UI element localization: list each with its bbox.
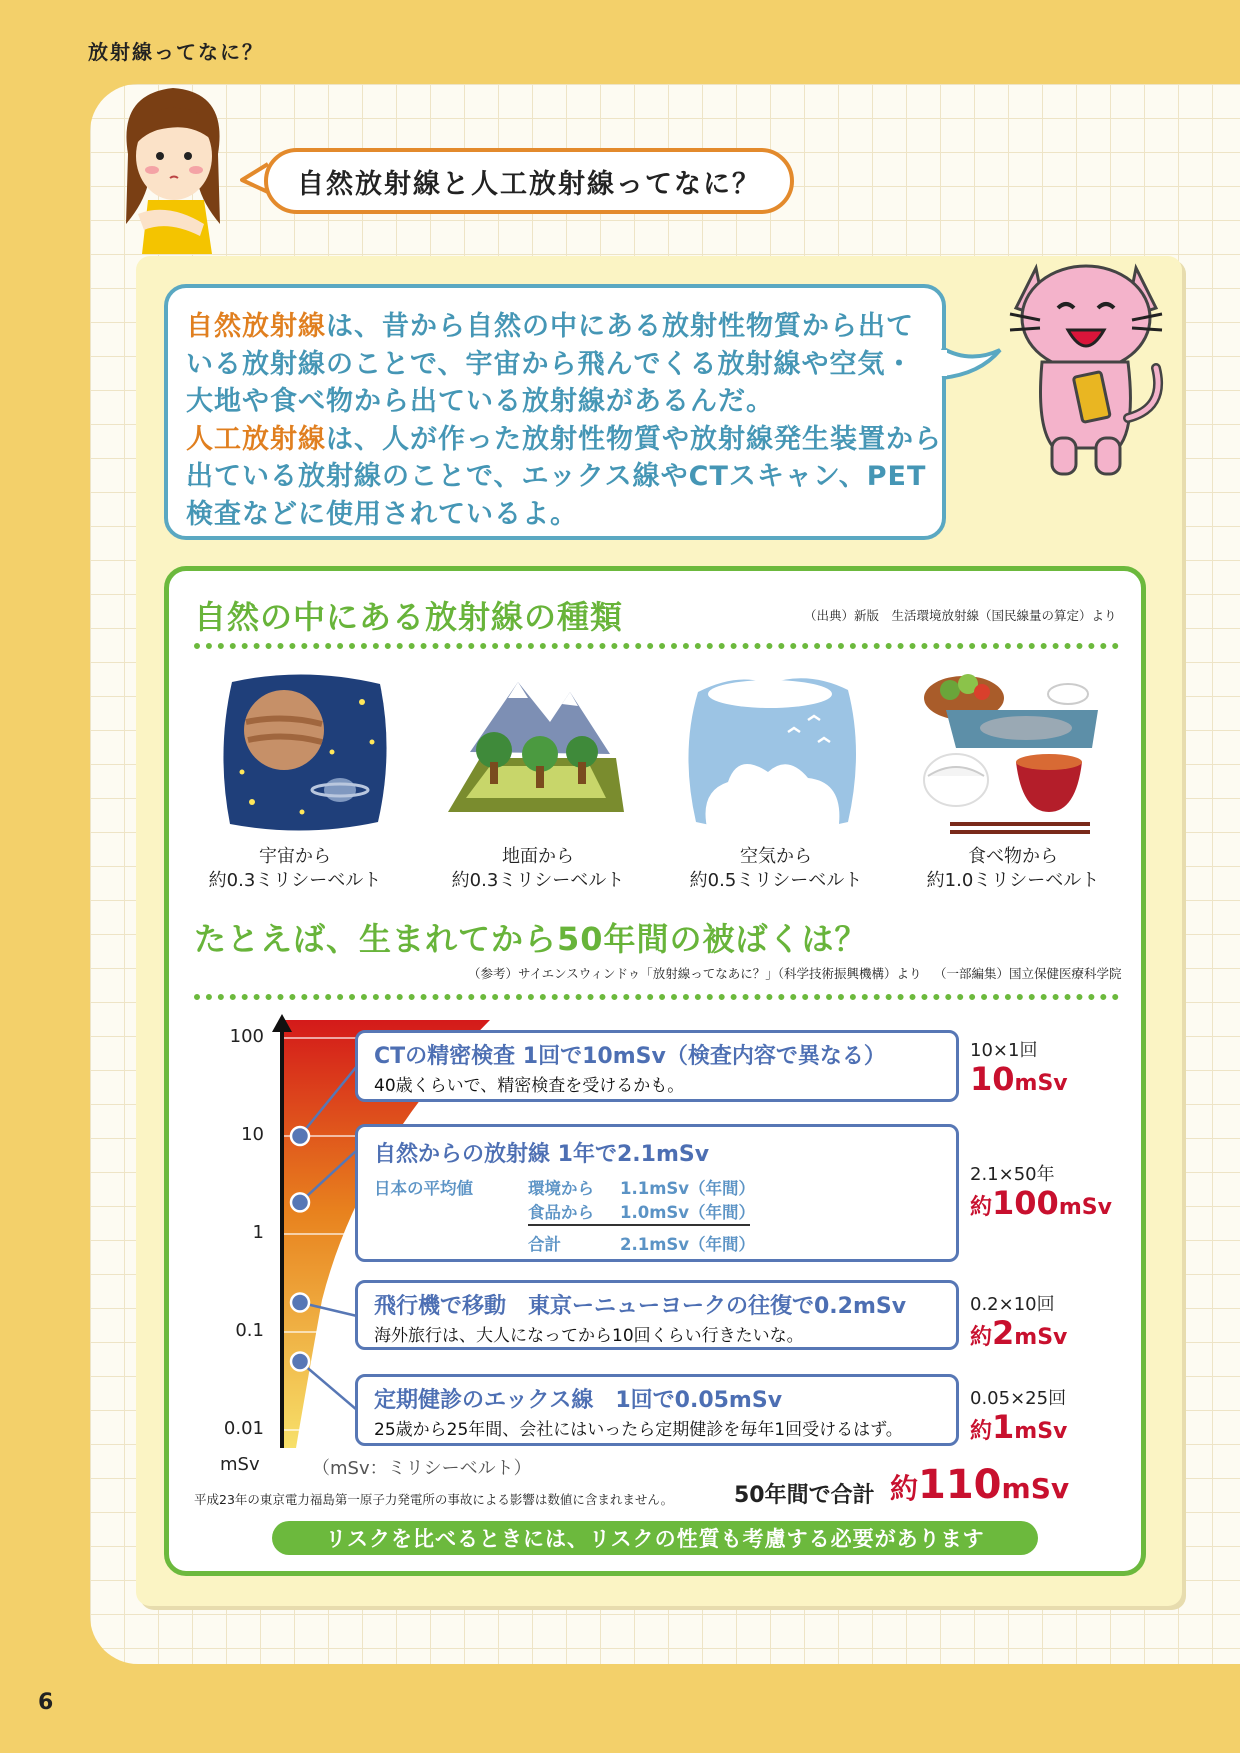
ct-exam-box	[355, 1030, 959, 1102]
natural-radiation-box	[355, 1124, 959, 1262]
exposure-reference-1: （参考）サイエンスウィンドゥ「放射線ってなあに？」（科学技術振興機構）より	[468, 966, 922, 981]
axis-tick-label: 0.01	[223, 1418, 264, 1439]
artificial-text-3: 検査などに使用されているよ。	[186, 498, 578, 530]
ct-exam-note: 40歳くらいで、精密検査を受けるかも。	[374, 1076, 685, 1096]
total-dose-unit: mSv	[1001, 1472, 1070, 1505]
ct-exam-head: CTの精密検査 1回で10mSv（検査内容で異なる）	[374, 1044, 886, 1069]
axis-tick-label: 10	[241, 1124, 264, 1145]
ground-caption-line1: 地面から	[502, 846, 574, 867]
xray-dose-unit: mSv	[1014, 1419, 1068, 1444]
xray-checkup-head: 定期健診のエックス線 1回で0.05mSv	[374, 1388, 783, 1413]
space-caption-line2: 約0.3ミリシーベルト	[208, 870, 382, 891]
ct-dose-unit: mSv	[1014, 1071, 1068, 1096]
natural-dose	[970, 1184, 1112, 1222]
natural-text-3: 大地や食べ物から出ている放射線があるんだ。	[186, 386, 774, 417]
average-label: 日本の平均値	[374, 1179, 473, 1198]
air-caption-line2: 約0.5ミリシーベルト	[689, 870, 863, 891]
space-caption-line1: 宇宙から	[259, 846, 331, 867]
dose-marker	[291, 1293, 309, 1311]
exposure-reference-2: （一部編集）国立保健医療科学院	[934, 966, 1122, 981]
average-total-label: 合計	[528, 1235, 561, 1254]
average-row-environment-label: 環境から	[528, 1179, 594, 1198]
xray-calc: 0.05×25回	[970, 1388, 1067, 1409]
artificial-keyword: 人工放射線	[186, 423, 326, 455]
air-caption-line1: 空気から	[740, 846, 812, 867]
flight-dose-value: 2	[992, 1314, 1015, 1352]
food-caption-line1: 食べ物から	[968, 846, 1058, 867]
natural-text-2: いる放射線のことで、宇宙から飛んでくる放射線や空気・	[186, 348, 914, 380]
risk-banner: リスクを比べるときには、リスクの性質も考慮する必要があります	[272, 1521, 1038, 1555]
axis-tick-label: 1	[252, 1222, 264, 1243]
food-caption-line2: 約1.0ミリシーベルト	[926, 870, 1100, 891]
average-sum-line	[528, 1224, 750, 1226]
axis-tick-label: 0.1	[235, 1320, 264, 1341]
average-total-value: 2.1mSv（年間）	[620, 1235, 756, 1254]
ct-dose	[970, 1060, 1068, 1098]
total-dose-prefix: 約	[890, 1472, 919, 1505]
flight-box	[355, 1280, 959, 1350]
page-number: 6	[38, 1690, 54, 1715]
natural-text-1: は、昔から自然の中にある放射性物質から出て	[326, 311, 914, 342]
natural-keyword: 自然放射線	[186, 311, 326, 342]
footnote: 平成23年の東京電力福島第一原子力発電所の事故による影響は数値に含まれません。	[194, 1492, 674, 1507]
total-label: 50年間で合計	[734, 1483, 875, 1508]
types-title: 自然の中にある放射線の種類	[194, 598, 624, 636]
exposure-title: たとえば、生まれてから50年間の被ばくは？	[194, 920, 868, 958]
dose-marker	[291, 1127, 309, 1145]
xray-dose-value: 1	[992, 1408, 1015, 1446]
natural-calc: 2.1×50年	[970, 1164, 1055, 1185]
flight-note: 海外旅行は、大人になってから10回くらい行きたいな。	[374, 1326, 804, 1346]
dose-connector	[300, 1362, 357, 1410]
axis-unit: mSv	[220, 1454, 260, 1475]
natural-dose-prefix: 約	[970, 1195, 993, 1220]
natural-radiation-head: 自然からの放射線 1年で2.1mSv	[374, 1142, 710, 1167]
question-bubble: 自然放射線と人工放射線ってなに？	[264, 148, 794, 214]
flight-dose-unit: mSv	[1014, 1325, 1068, 1350]
total-dose-value: 110	[918, 1462, 1002, 1508]
header-title: 放射線ってなに？	[88, 40, 264, 64]
artificial-text-2: 出ている放射線のことで、エックス線やCTスキャン、PET	[186, 461, 927, 492]
xray-checkup-note: 25歳から25年間、会社にはいったら定期健診を毎年1回受けるはず。	[374, 1420, 903, 1440]
total-dose	[890, 1462, 1069, 1508]
average-row-food-label: 食品から	[528, 1203, 594, 1222]
axis-unit-note: （mSv：ミリシーベルト）	[312, 1458, 532, 1479]
flight-head: 飛行機で移動 東京ーニューヨークの往復で0.2mSv	[374, 1294, 907, 1319]
xray-checkup-box	[355, 1374, 959, 1446]
ground-caption-line2: 約0.3ミリシーベルト	[451, 870, 625, 891]
dose-marker	[291, 1353, 309, 1371]
natural-dose-unit: mSv	[1058, 1195, 1112, 1220]
dose-marker	[291, 1193, 309, 1211]
average-row-food-value: 1.0mSv（年間）	[620, 1203, 756, 1222]
natural-dose-value: 100	[992, 1184, 1059, 1222]
average-row-environment-value: 1.1mSv（年間）	[620, 1179, 756, 1198]
xray-dose-prefix: 約	[970, 1419, 993, 1444]
ct-calc: 10×1回	[970, 1040, 1038, 1061]
flight-dose	[970, 1314, 1067, 1352]
types-source: （出典）新版 生活環境放射線（国民線量の算定）より	[804, 608, 1117, 623]
artificial-text-1: は、人が作った放射性物質や放射線発生装置から	[326, 423, 942, 455]
ct-dose-value: 10	[970, 1060, 1015, 1098]
flight-calc: 0.2×10回	[970, 1294, 1055, 1315]
axis-tick-label: 100	[229, 1026, 264, 1047]
flight-dose-prefix: 約	[970, 1325, 993, 1350]
xray-dose	[970, 1408, 1067, 1446]
